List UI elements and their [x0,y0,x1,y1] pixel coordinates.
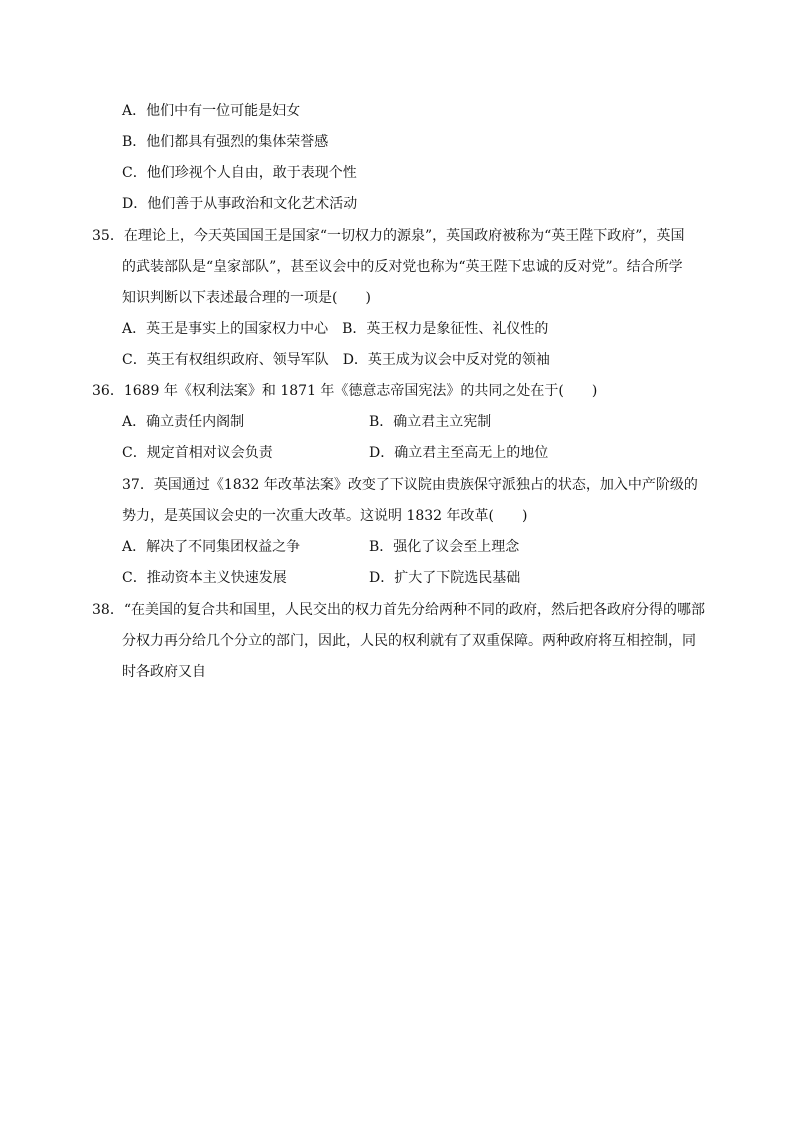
q38-stem-line-3: 时各政府又自 [122,664,206,680]
q38-stem-line-2: 分权力再分给几个分立的部门，因此，人民的权利就有了双重保障。两种政府将互相控制，同 [122,633,696,649]
q35-options-ab: A．英王是事实上的国家权力中心 B．英王权力是象征性、礼仪性的 [122,321,549,337]
q36-option-c: C．规定首相对议会负责 [122,445,273,461]
q35-stem-line-1: 35．在理论上，今天英国国王是国家“一切权力的源泉”，英国政府被称为“英王陛下政府”，英国 [92,228,685,244]
q38-stem-line-1: 38．“在美国的复合共和国里，人民交出的权力首先分给两种不同的政府，然后把各政府分得的哪部 [92,602,705,618]
q34-option-b: B．他们都具有强烈的集体荣誉感 [122,134,329,150]
q34-option-d: D．他们善于从事政治和文化艺术活动 [122,196,358,212]
q34-option-a: A．他们中有一位可能是妇女 [122,103,301,119]
q36-option-b: B．确立君主立宪制 [369,414,492,430]
q37-option-b: B．强化了议会至上理念 [369,539,520,555]
q35-stem-line-2: 的武装部队是“皇家部队”，甚至议会中的反对党也称为“英王陛下忠诚的反对党”。结合所学 [122,259,683,275]
q36-option-d: D．确立君主至高无上的地位 [369,445,549,461]
q34-option-c: C．他们珍视个人自由，敢于表现个性 [122,165,357,181]
q37-option-d: D．扩大了下院选民基础 [369,570,521,586]
q37-option-c: C．推动资本主义快速发展 [122,570,287,586]
q37-option-a: A．解决了不同集团权益之争 [122,539,301,555]
q36-option-a: A．确立责任内阁制 [122,414,245,430]
q35-stem-line-3: 知识判断以下表述最合理的一项是( ) [122,290,371,306]
q35-options-cd: C．英王有权组织政府、领导军队 D．英王成为议会中反对党的领袖 [122,352,550,368]
q37-stem-line-2: 势力，是英国议会史的一次重大改革。这说明 1832 年改革( ) [122,508,528,524]
q36-stem: 36．1689 年《权利法案》和 1871 年《德意志帝国宪法》的共同之处在于( ) [92,383,598,399]
q37-stem-line-1: 37．英国通过《1832 年改革法案》改变了下议院由贵族保守派独占的状态，加入中产阶级的 [122,477,698,493]
